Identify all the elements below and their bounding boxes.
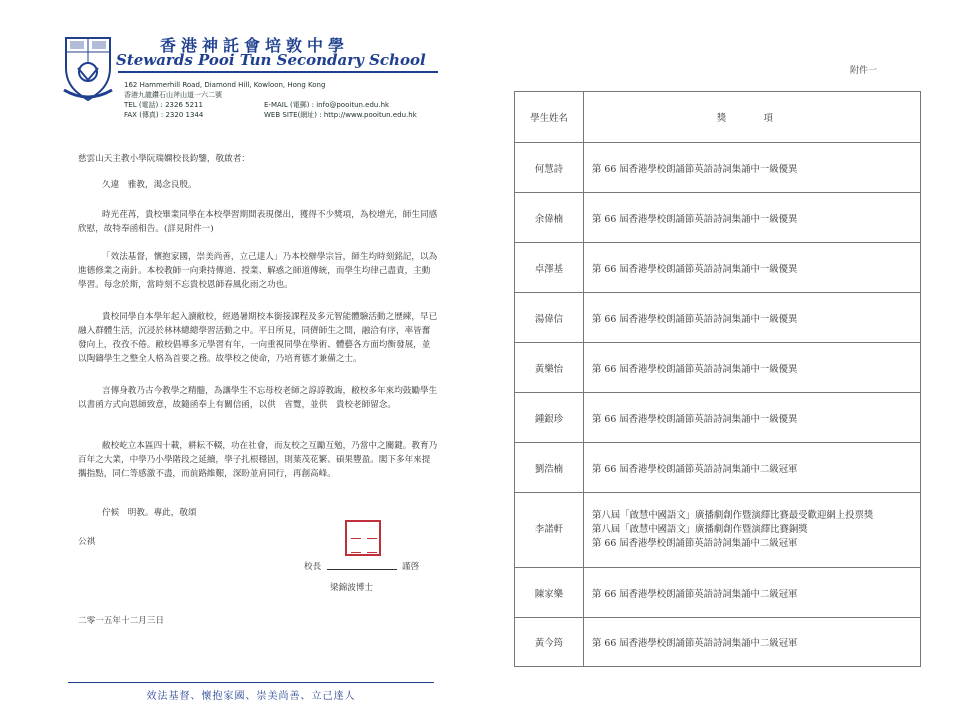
signer-name: 梁錦波博士 bbox=[330, 583, 373, 593]
paragraph-5: 敝校屹立本區四十載，耕耘不輟，功在社會，而友校之互勵互勉，乃當中之關鍵。教育乃百年之大業，中學乃小學階段之延續，學子扎根穩固，則葉茂花繁、碩果豐盈。閣下多年來提攜指點，同仁等感激不盡，而前路維艱，深盼並肩同行，再創高峰。 bbox=[78, 441, 438, 479]
paragraph-3: 貴校同學自本學年起入讀敝校，經過暑期校本銜接課程及多元智能體驗活動之歷練，早已融入群體生活，沉浸於林林總總學習活動之中。平日所見，同儕師生之間，融洽有序，率皆奮發向上，孜孜不倦。敝校倡導多元學習有年，一向重視同學在學術、體藝各方面均衡發展，並以陶鑄學生之整全人格為首要之務。故學校之使命，乃培育德才兼備之士。 bbox=[78, 312, 438, 364]
principal-seal-icon bbox=[345, 520, 381, 556]
header-awards: 獎 項 bbox=[584, 92, 921, 143]
closing: 佇候 明教。專此，敬頌 bbox=[102, 508, 197, 518]
salutation: 慈雲山天主教小學阮瑞嫻校長鈞鑒，敬啟者： bbox=[78, 154, 250, 164]
paragraph-4: 言傳身教乃古今教學之精髓，為讓學生不忘母校老師之諄諄教誨，敝校多年來均鼓勵學生以書函方式向恩師致意，故隨函奉上有關信函，以供 省覽，並供 貴校老師留念。 bbox=[78, 386, 438, 410]
award-text: 第 66 屆香港學校朗誦節英語詩詞集誦中一級優異 bbox=[584, 393, 921, 443]
closing-salutation: 公祺 bbox=[78, 537, 96, 547]
table-row bbox=[515, 618, 921, 667]
telephone: TEL (電話) : 2326 5211 bbox=[124, 101, 203, 109]
award-line: 第 66 屆香港學校朗誦節英語詩詞集誦中二級冠軍 bbox=[592, 538, 798, 549]
table-row bbox=[515, 343, 921, 393]
annex-page bbox=[480, 0, 960, 720]
student-name: 陳家樂 bbox=[515, 568, 584, 618]
website: WEB SITE(網址) : http://www.pooitun.edu.hk bbox=[264, 111, 417, 119]
award-text: 第 66 屆香港學校朗誦節英語詩詞集誦中一級優異 bbox=[584, 293, 921, 343]
address-chinese: 香港九龍鑽石山斧山道一六二號 bbox=[124, 91, 222, 99]
award-text: 第 66 屆香港學校朗誦節英語詩詞集誦中一級優異 bbox=[584, 143, 921, 193]
award-text: 第 66 屆香港學校朗誦節英語詩詞集誦中一級優異 bbox=[584, 343, 921, 393]
student-name: 黃樂怡 bbox=[515, 343, 584, 393]
table-row bbox=[515, 243, 921, 293]
school-name-english: Stewards Pooi Tun Secondary School bbox=[116, 51, 426, 69]
header-student-name: 學生姓名 bbox=[515, 92, 584, 143]
table-row bbox=[515, 568, 921, 618]
annex-label: 附件一 bbox=[850, 66, 878, 76]
table-row bbox=[515, 293, 921, 343]
student-name: 卓澤基 bbox=[515, 243, 584, 293]
student-name: 余偉楠 bbox=[515, 193, 584, 243]
awards-table bbox=[514, 91, 921, 667]
school-crest-icon bbox=[60, 34, 116, 102]
table-row bbox=[515, 443, 921, 493]
school-address-block bbox=[124, 80, 417, 120]
header-divider bbox=[118, 71, 438, 73]
footer-divider bbox=[68, 682, 434, 683]
student-name: 何慧詩 bbox=[515, 143, 584, 193]
table-row bbox=[515, 493, 921, 568]
student-name: 鍾銀珍 bbox=[515, 393, 584, 443]
award-text: 第 66 屆香港學校朗誦節英語詩詞集誦中二級冠軍 bbox=[584, 443, 921, 493]
school-name-chinese: 香港神託會培敦中學 bbox=[160, 36, 350, 55]
student-name: 李諾軒 bbox=[515, 493, 584, 568]
letter-date: 二零一五年十二月三日 bbox=[78, 616, 164, 626]
award-text: 第 66 屆香港學校朗誦節英語詩詞集誦中二級冠軍 bbox=[584, 568, 921, 618]
award-text: 第 66 屆香港學校朗誦節英語詩詞集誦中一級優異 bbox=[584, 243, 921, 293]
school-motto: 效法基督、懷抱家國、崇美尚善、立己達人 bbox=[146, 691, 356, 702]
table-row bbox=[515, 193, 921, 243]
student-name: 劉浩楠 bbox=[515, 443, 584, 493]
award-line: 第八屆「啟慧中國語文」廣播劇創作暨演繹比賽銅獎 bbox=[592, 524, 808, 535]
paragraph-1: 時光荏苒，貴校畢業同學在本校學習期間表現傑出，獲得不少獎項，為校增光，師生同感欣慰，故特奉函相告。(詳見附件一) bbox=[78, 210, 438, 234]
award-line: 第八屆「啟慧中國語文」廣播劇創作暨演繹比賽最受歡迎網上投票獎 bbox=[592, 510, 874, 521]
award-text-multi bbox=[584, 493, 921, 568]
signature-line bbox=[327, 569, 397, 570]
fax: FAX (傳真) : 2320 1344 bbox=[124, 111, 204, 119]
paragraph-2: 「效法基督，懷抱家國，崇美尚善，立己達人」乃本校辦學宗旨，師生均時刻銘記，以為進德修業之南針。本校教師一向秉持傳道、授業、解惑之師道傳統，而學生均律己盡責，主動學習。每念於斯，當時刻不忘貴校恩師春風化雨之功也。 bbox=[78, 252, 438, 290]
respectfully-suffix: 謹啓 bbox=[402, 562, 420, 572]
student-name: 湯偉信 bbox=[515, 293, 584, 343]
greeting: 久違 雅教，渴念良殷。 bbox=[102, 180, 197, 190]
principal-label: 校長 bbox=[304, 562, 322, 572]
table-row bbox=[515, 143, 921, 193]
award-text: 第 66 屆香港學校朗誦節英語詩詞集誦中一級優異 bbox=[584, 193, 921, 243]
table-row bbox=[515, 393, 921, 443]
address-english: 162 Hammerhill Road, Diamond Hill, Kowloon, Hong Kong bbox=[124, 81, 326, 89]
award-text: 第 66 屆香港學校朗誦節英語詩詞集誦中二級冠軍 bbox=[584, 618, 921, 667]
student-name: 黃今筠 bbox=[515, 618, 584, 667]
table-header-row bbox=[515, 92, 921, 143]
email-address: E-MAIL (電郵) : info@pooitun.edu.hk bbox=[264, 101, 390, 109]
